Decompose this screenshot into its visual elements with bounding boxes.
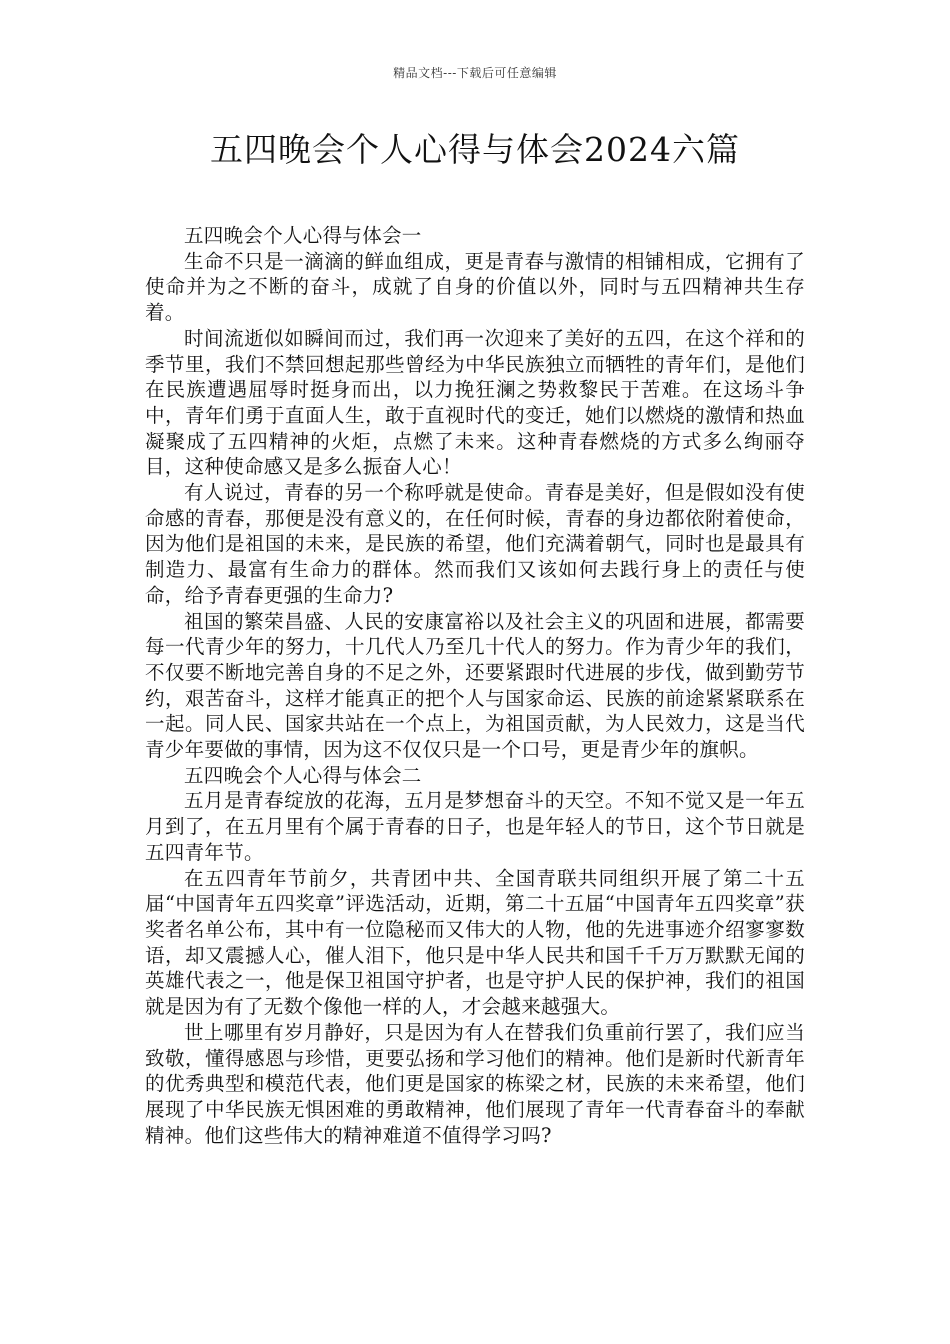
section-heading-2: 五四晚会个人心得与体会二 [184,763,422,787]
body-paragraph: 在五四青年节前夕，共青团中共、全国青联共同组织开展了第二十五届“中国青年五四奖章”评选活动，近期，第二十五届“中国青年五四奖章”获奖者名单公布，其中有一位隐秘而又伟大的人物，他的先进事迹介绍寥寥数语，却又震撼人心，催人泪下，他只是中华人民共和国千千万万默默无闻的英雄代表之一，他是保卫祖国守护者，也是守护人民的保护神，我们的祖国就是因为有了无数个像他一样的人，才会越来越强大。 [145,866,805,1019]
document-title: 五四晚会个人心得与体会2024六篇 [210,130,740,169]
body-paragraph: 祖国的繁荣昌盛、人民的安康富裕以及社会主义的巩固和进展，都需要每一代青少年的努力，十几代人乃至几十代人的努力。作为青少年的我们，不仅要不断地完善自身的不足之外，还要紧跟时代进展的步伐，做到勤劳节约，艰苦奋斗，这样才能真正的把个人与国家命运、民族的前途紧紧联系在一起。同人民、国家共站在一个点上，为祖国贡献，为人民效力，这是当代青少年要做的事情，因为这不仅仅只是一个口号，更是青少年的旗帜。 [145,609,805,762]
body-paragraph: 世上哪里有岁月静好，只是因为有人在替我们负重前行罢了，我们应当致敬，懂得感恩与珍惜，更要弘扬和学习他们的精神。他们是新时代新青年的优秀典型和模范代表，他们更是国家的栋梁之材，民族的未来希望，他们展现了中华民族无惧困难的勇敢精神，他们展现了青年一代青春奋斗的奉献精神。他们这些伟大的精神难道不值得学习吗? [145,1020,805,1147]
body-paragraph: 时间流逝似如瞬间而过，我们再一次迎来了美好的五四，在这个祥和的季节里，我们不禁回想起那些曾经为中华民族独立而牺牲的青年们，是他们在民族遭遇屈辱时挺身而出，以力挽狂澜之势救黎民于苦难。在这场斗争中，青年们勇于直面人生，敢于直视时代的变迁，她们以燃烧的激情和热血凝聚成了五四精神的火炬，点燃了未来。这种青春燃烧的方式多么绚丽夺目，这种使命感又是多么振奋人心！ [145,326,805,479]
body-paragraph: 五月是青春绽放的花海，五月是梦想奋斗的天空。不知不觉又是一年五月到了，在五月里有个属于青春的日子，也是年轻人的节日，这个节日就是五四青年节。 [145,789,805,864]
header-note: 精品文档---下载后可任意编辑 [393,66,557,80]
section-heading-1: 五四晚会个人心得与体会一 [184,224,422,247]
body-paragraph: 有人说过，青春的另一个称呼就是使命。青春是美好，但是假如没有使命感的青春，那便是没有意义的，在任何时候，青春的身边都依附着使命，因为他们是祖国的未来，是民族的希望，他们充满着朝气，同时也是最具有制造力、最富有生命力的群体。然而我们又该如何去践行身上的责任与使命，给予青春更强的生命力? [145,481,805,607]
document-body [145,223,805,1148]
body-paragraph: 生命不只是一滴滴的鲜血组成，更是青春与激情的相铺相成，它拥有了使命并为之不断的奋斗，成就了自身的价值以外，同时与五四精神共生存着。 [145,249,805,325]
